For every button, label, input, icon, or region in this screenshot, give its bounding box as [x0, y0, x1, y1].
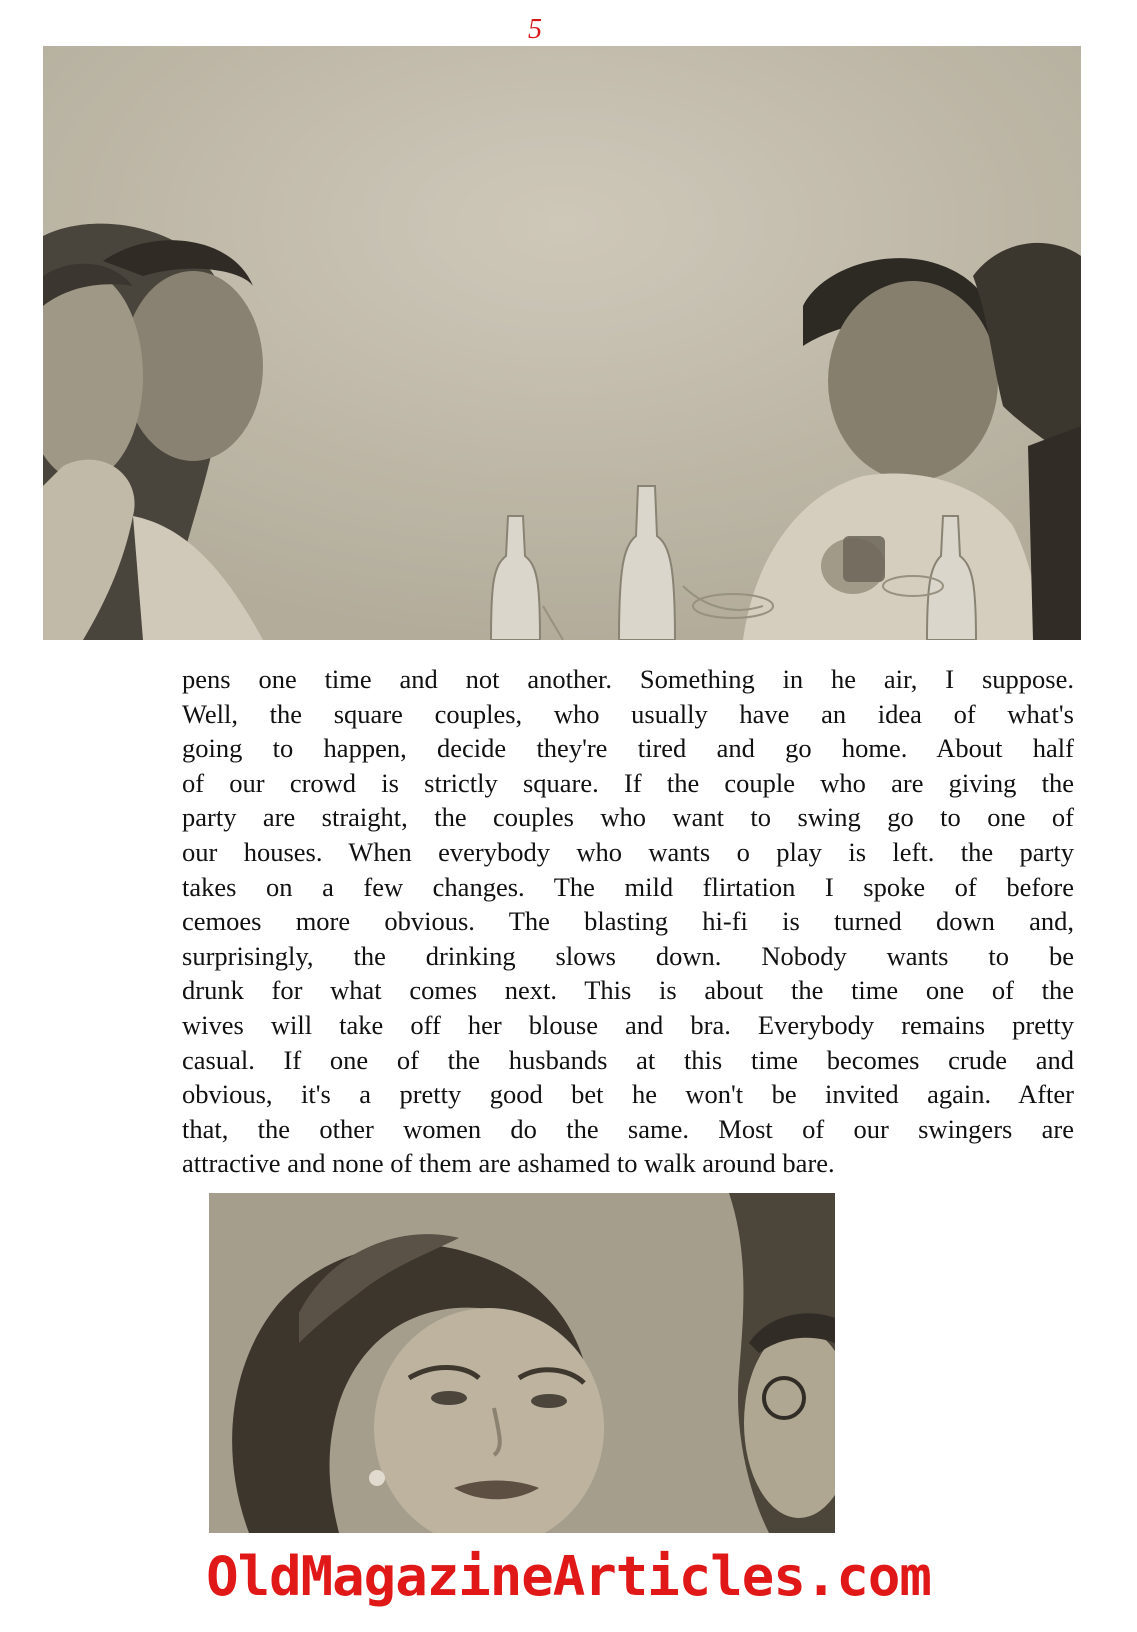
article-line: takes on a few changes. The mild flirtation I spoke of before [182, 871, 1074, 902]
article-line: wives will take off her blouse and bra. Everybody remains pretty [182, 1009, 1074, 1040]
article-line: cemoes more obvious. The blasting hi-fi is turned down and, [182, 906, 1074, 937]
top-photo [43, 46, 1081, 640]
bottom-photo-illustration [209, 1193, 835, 1533]
article-line: going to happen, decide they're tired and go home. About half [182, 733, 1074, 764]
article-body [182, 662, 1074, 1181]
article-line: our houses. When everybody who wants o play is left. the party [182, 836, 1074, 867]
article-line: of our crowd is strictly square. If the couple who are giving the [182, 767, 1074, 798]
top-photo-illustration [43, 46, 1081, 640]
article-line: casual. If one of the husbands at this time becomes crude and [182, 1044, 1074, 1075]
site-watermark: OldMagazineArticles.com [206, 1545, 931, 1608]
article-line: drunk for what comes next. This is about the time one of the [182, 975, 1074, 1006]
bottom-photo [209, 1193, 835, 1533]
article-line: obvious, it's a pretty good bet he won't be invited again. After [182, 1079, 1074, 1110]
article-line: pens one time and not another. Something in he air, I suppose. [182, 664, 1074, 694]
page-number: 5 [528, 14, 542, 45]
article-line: that, the other women do the same. Most of our swingers are [182, 1113, 1074, 1144]
article-line: attractive and none of them are ashamed to walk around bare. [182, 1148, 835, 1179]
article-line: Well, the square couples, who usually have an idea of what's [182, 698, 1074, 729]
article-line: party are straight, the couples who want to swing go to one of [182, 802, 1074, 833]
article-line: surprisingly, the drinking slows down. Nobody wants to be [182, 940, 1074, 971]
